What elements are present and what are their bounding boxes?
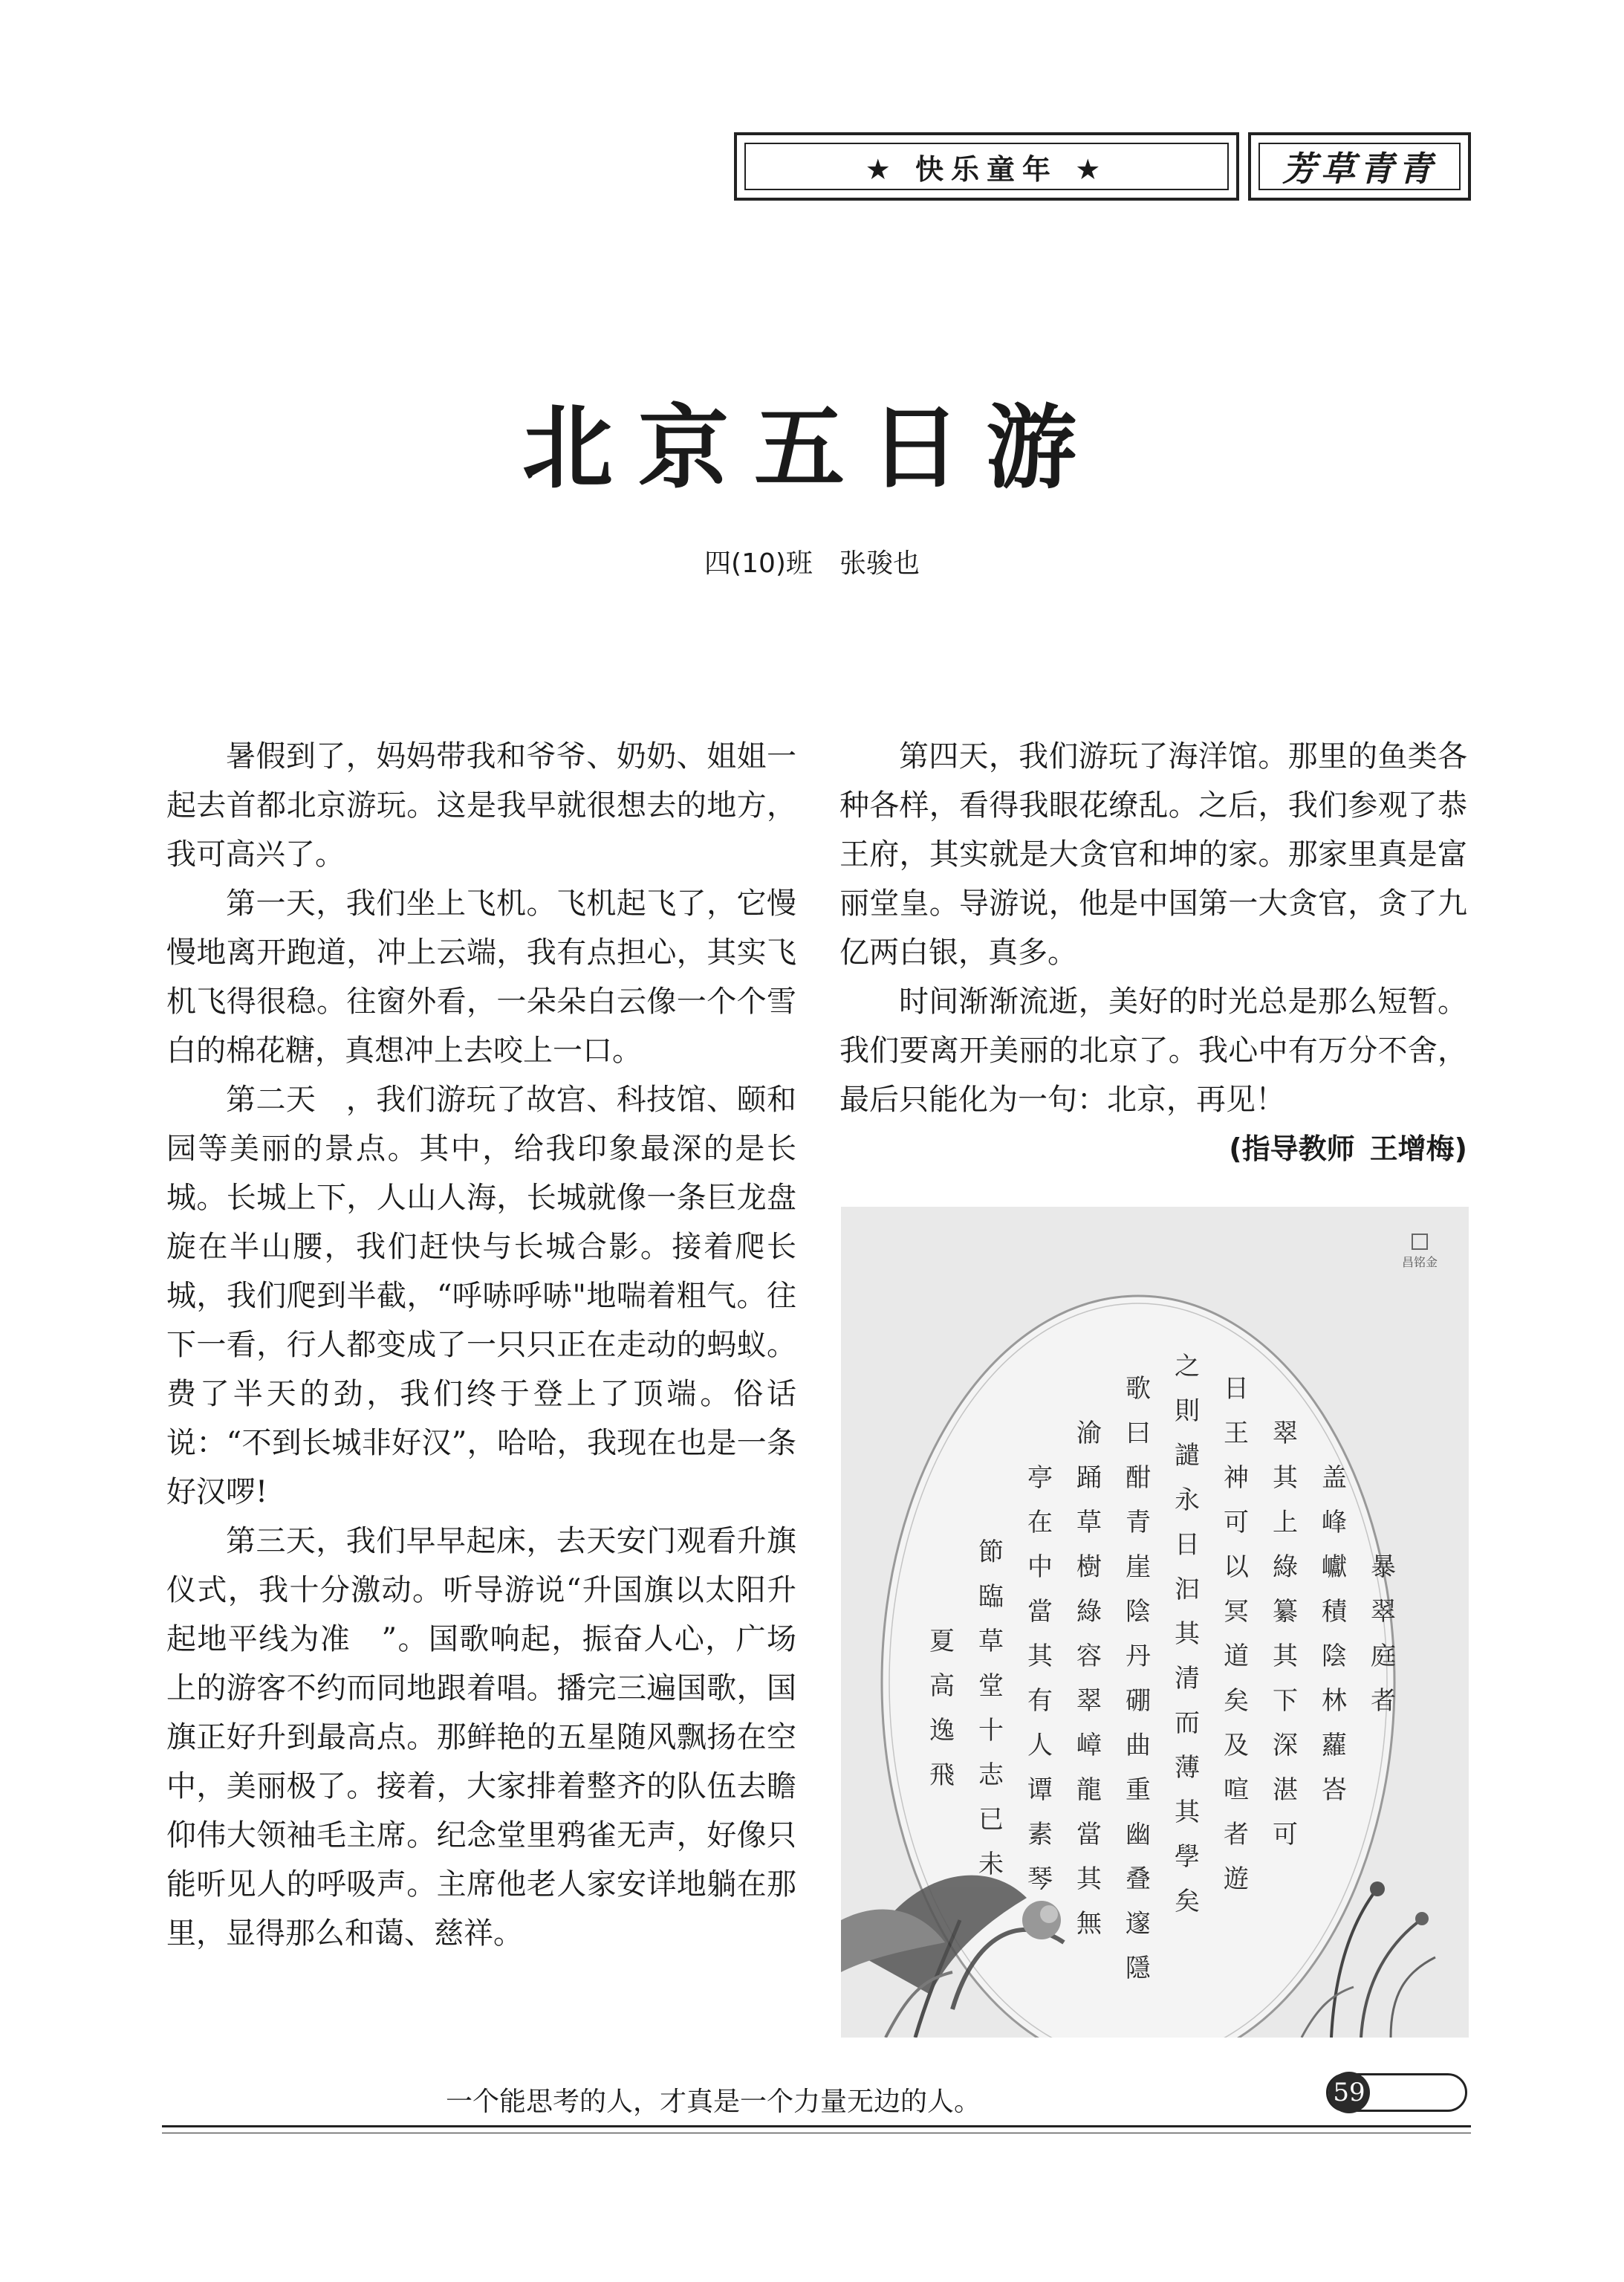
- calligraphy-char: 遊: [1224, 1864, 1249, 1894]
- calligraphy-char: 神: [1224, 1463, 1249, 1493]
- calligraphy-char: 草: [978, 1627, 1004, 1656]
- calligraphy-char: 上: [1273, 1508, 1298, 1537]
- calligraphy-char: 草: [1076, 1508, 1102, 1537]
- calligraphy-char: 逸: [929, 1716, 955, 1745]
- author-class: 四(10)班: [704, 548, 813, 579]
- calligraphy-char: 高: [929, 1671, 955, 1701]
- calligraphy-char: 丹: [1126, 1641, 1151, 1671]
- calligraphy-char: 汩: [1175, 1575, 1200, 1604]
- calligraphy-char: 日: [1175, 1530, 1200, 1560]
- calligraphy-char: 容: [1076, 1641, 1102, 1671]
- calligraphy-char: 庭: [1371, 1641, 1396, 1671]
- calligraphy-char: 綠: [1076, 1597, 1102, 1627]
- byline: [0, 542, 1624, 580]
- calligraphy-char: 矣: [1224, 1686, 1249, 1716]
- calligraphy-char: 峇: [1322, 1775, 1347, 1805]
- calligraphy-char: 亭: [1027, 1463, 1053, 1493]
- calligraphy-char: 當: [1027, 1597, 1053, 1627]
- calligraphy-char: 巘: [1322, 1552, 1347, 1582]
- section-banner-text: ★ 快乐童年 ★: [744, 143, 1229, 190]
- calligraphy-char: 深: [1273, 1731, 1298, 1760]
- article-left-column: [166, 732, 796, 1958]
- page-number: 59: [1328, 2072, 1370, 2113]
- calligraphy-char: 堂: [978, 1671, 1004, 1701]
- paragraph: 第四天，我们游玩了海洋馆。那里的鱼类各种各样，看得我眼花缭乱。之后，我们参观了恭王府，其实就是大贪官和坤的家。那家里真是富丽堂皇。导游说，他是中国第一大贪官，贪了九亿两白银，真多。: [839, 739, 1467, 970]
- calligraphy-char: 樹: [1076, 1552, 1102, 1582]
- credit-name: 王增梅): [1369, 1132, 1467, 1165]
- paragraph: 暑假到了，妈妈带我和爷爷、奶奶、姐姐一起去首都北京游玩。这是我早就很想去的地方，我可高兴了。: [166, 739, 796, 872]
- calligraphy-char: 而: [1175, 1708, 1200, 1738]
- calligraphy-char: 人: [1027, 1731, 1053, 1760]
- calligraphy-char: 已: [978, 1805, 1004, 1835]
- calligraphy-char: 翠: [1371, 1597, 1396, 1627]
- calligraphy-char: 未: [978, 1850, 1004, 1879]
- section-banner: [734, 132, 1239, 201]
- teacher-credit: [839, 1124, 1467, 1173]
- column-banner-text: 芳草青青: [1258, 143, 1461, 190]
- credit-label: (指导教师: [1229, 1132, 1355, 1165]
- calligraphy-char: 其: [1027, 1641, 1053, 1671]
- calligraphy-char: 可: [1224, 1508, 1249, 1537]
- calligraphy-char: 渝: [1076, 1419, 1102, 1448]
- calligraphy-char: 綠: [1273, 1552, 1298, 1582]
- calligraphy-char: 翠: [1273, 1419, 1298, 1448]
- paragraph: 第一天，我们坐上飞机。飞机起飞了，它慢慢地离开跑道，冲上云端，我有点担心，其实飞机飞得很稳。往窗外看，一朵朵白云像一个个雪白的棉花糖，真想冲上去咬上一口。: [166, 886, 796, 1068]
- calligraphy-char: 在: [1027, 1508, 1053, 1537]
- calligraphy-char: 節: [978, 1537, 1004, 1567]
- calligraphy-char: 積: [1322, 1597, 1347, 1627]
- calligraphy-char: 矣: [1175, 1887, 1200, 1916]
- calligraphy-char: 谭: [1027, 1775, 1053, 1805]
- calligraphy-char: 夏: [929, 1627, 955, 1656]
- calligraphy-char: 以: [1224, 1552, 1249, 1582]
- calligraphy-char: 重: [1126, 1775, 1151, 1805]
- calligraphy-char: 中: [1027, 1552, 1053, 1582]
- calligraphy-char: 譴: [1175, 1441, 1200, 1471]
- calligraphy-char: 林: [1322, 1686, 1347, 1716]
- calligraphy-char: 當: [1076, 1820, 1102, 1850]
- calligraphy-char: 酣: [1126, 1463, 1151, 1493]
- calligraphy-char: 邃: [1126, 1909, 1151, 1939]
- footer-quote: 一个能思考的人，才真是一个力量无边的人。: [446, 2087, 981, 2117]
- footer-rule: [162, 2125, 1471, 2127]
- calligraphy-char: 其: [1273, 1463, 1298, 1493]
- calligraphy-char: 及: [1224, 1731, 1249, 1760]
- calligraphy-char: 其: [1175, 1619, 1200, 1649]
- calligraphy-char: 學: [1175, 1842, 1200, 1872]
- calligraphy-char: 曰: [1126, 1419, 1151, 1448]
- calligraphy-char: 其: [1273, 1641, 1298, 1671]
- paragraph: 时间渐渐流逝，美好的时光总是那么短暂。我们要离开美丽的北京了。我心中有万分不舍，最后只能化为一句：北京，再见！: [839, 985, 1467, 1117]
- calligraphy-char: 歌: [1126, 1374, 1151, 1404]
- calligraphy-char: 龍: [1076, 1775, 1102, 1805]
- calligraphy-char: 臨: [978, 1582, 1004, 1612]
- calligraphy-char: 素: [1027, 1820, 1053, 1850]
- calligraphy-text: [841, 1207, 1469, 2038]
- calligraphy-char: 踊: [1076, 1463, 1102, 1493]
- calligraphy-char: 幽: [1126, 1820, 1151, 1850]
- calligraphy-char: 其: [1175, 1798, 1200, 1827]
- calligraphy-char: 湛: [1273, 1775, 1298, 1805]
- column-banner: [1248, 132, 1471, 201]
- calligraphy-char: 薄: [1175, 1753, 1200, 1783]
- calligraphy-char: 有: [1027, 1686, 1053, 1716]
- calligraphy-char: 陰: [1126, 1597, 1151, 1627]
- paragraph: 第三天，我们早早起床，去天安门观看升旗仪式，我十分激动。听导游说“升国旗以太阳升起地平线为准 ”。国歌响起，振奋人心，广场上的游客不约而同地跟着唱。播完三遍国歌，国旗正好升到最高点。那鲜艳的五星随风飘扬在空中，美丽极了。接着，大家排着整齐的队伍去瞻仰伟大领袖毛主席。纪念堂里鸦雀无声，好像只能听见人的呼吸声。主席他老人家安详地躺在那里，显得那么和蔼、慈祥。: [166, 1524, 796, 1951]
- calligraphy-char: 纂: [1273, 1597, 1298, 1627]
- calligraphy-char: 蘿: [1322, 1731, 1347, 1760]
- calligraphy-char: 峰: [1322, 1508, 1347, 1537]
- calligraphy-char: 可: [1273, 1820, 1298, 1850]
- calligraphy-char: 永: [1175, 1485, 1200, 1515]
- calligraphy-char: 翠: [1076, 1686, 1102, 1716]
- calligraphy-char: 志: [978, 1760, 1004, 1790]
- calligraphy-char: 喧: [1224, 1775, 1249, 1805]
- calligraphy-char: 琴: [1027, 1864, 1053, 1894]
- calligraphy-char: 道: [1224, 1641, 1249, 1671]
- calligraphy-char: 飛: [929, 1760, 955, 1790]
- calligraphy-char: 陰: [1322, 1641, 1347, 1671]
- calligraphy-char: 清: [1175, 1664, 1200, 1693]
- calligraphy-char: 隱: [1126, 1954, 1151, 1983]
- calligraphy-char: 暴: [1371, 1552, 1396, 1582]
- calligraphy-char: 日: [1224, 1374, 1249, 1404]
- calligraphy-char: 崖: [1126, 1552, 1151, 1582]
- calligraphy-char: 青: [1126, 1508, 1151, 1537]
- calligraphy-char: 其: [1076, 1864, 1102, 1894]
- calligraphy-char: 曲: [1126, 1731, 1151, 1760]
- calligraphy-char: 者: [1371, 1686, 1396, 1716]
- article-right-column: [839, 732, 1467, 1173]
- calligraphy-artwork: [841, 1207, 1469, 2038]
- author-name: 张骏也: [839, 548, 920, 579]
- calligraphy-char: 嶂: [1076, 1731, 1102, 1760]
- calligraphy-char: 下: [1273, 1686, 1298, 1716]
- calligraphy-char: 之: [1175, 1352, 1200, 1381]
- calligraphy-char: 無: [1076, 1909, 1102, 1939]
- calligraphy-char: 則: [1175, 1396, 1200, 1426]
- calligraphy-char: 盖: [1322, 1463, 1347, 1493]
- calligraphy-char: 冥: [1224, 1597, 1249, 1627]
- seal-text: 昌铭金: [1401, 1255, 1438, 1269]
- article-title: 北京五日游: [522, 395, 1102, 501]
- paragraph: 第二天 ，我们游玩了故宫、科技馆、颐和园等美丽的景点。其中，给我印象最深的是长城。长城上下，人山人海，长城就像一条巨龙盘旋在半山腰，我们赶快与长城合影。接着爬长城，我们爬到半截，“呼哧呼哧"地喘着粗气。往下一看，行人都变成了一只只正在走动的蚂蚁。费了半天的劲，我们终于登上了顶端。俗话说：“不到长城非好汉”，哈哈，我现在也是一条好汉啰!: [166, 1083, 796, 1509]
- calligraphy-char: 十: [978, 1716, 1004, 1745]
- calligraphy-char: 者: [1224, 1820, 1249, 1850]
- calligraphy-char: 硼: [1126, 1686, 1151, 1716]
- calligraphy-char: 王: [1224, 1419, 1249, 1448]
- calligraphy-char: 叠: [1126, 1864, 1151, 1894]
